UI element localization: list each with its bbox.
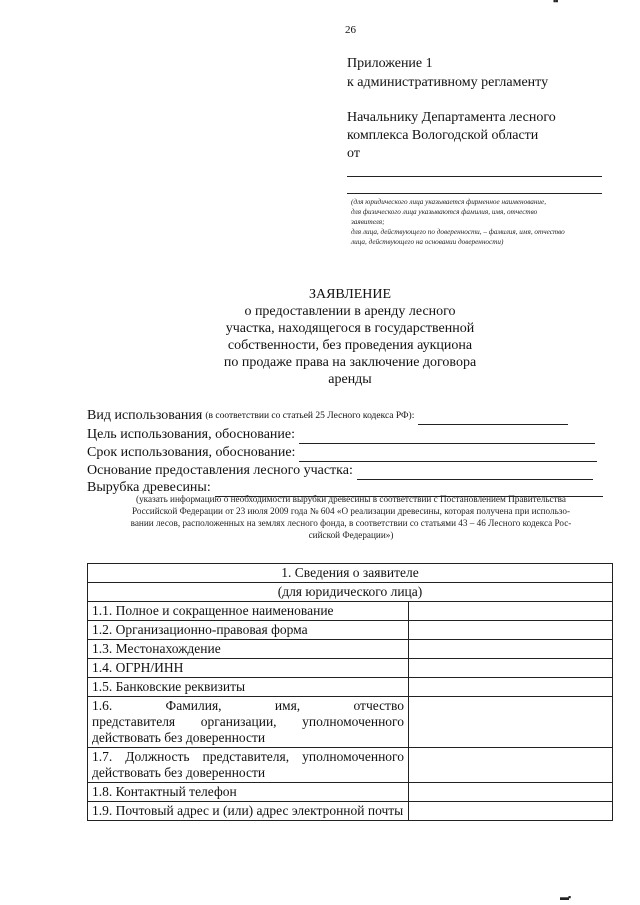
applicant-info-table [87, 563, 613, 821]
document-title [150, 286, 550, 388]
section-subtitle: (для юридического лица) [88, 583, 613, 602]
value-cell-location[interactable] [409, 640, 613, 659]
row-label-location: 1.3. Местонахождение [88, 640, 409, 659]
note-line: (для юридического лица указывается фирменное наименование, [351, 198, 547, 206]
basis-input-line[interactable] [357, 465, 593, 480]
section-title: 1. Сведения о заявителе [88, 564, 613, 583]
table-row [88, 640, 613, 659]
value-cell-representative-position[interactable] [409, 748, 613, 783]
applicant-note [351, 197, 623, 247]
field-use-type [87, 407, 568, 425]
use-type-note: (в соответствии со статьей 25 Лесного кодекса РФ): [205, 411, 415, 421]
table-row [88, 802, 613, 821]
value-cell-full-name[interactable] [409, 602, 613, 621]
row-label-representative-position: 1.7. Должность представителя, уполномоченного действовать без доверенности [88, 748, 409, 783]
field-purpose [87, 426, 595, 444]
row-label-line: представителя организации, уполномоченного действовать без доверенности [92, 714, 404, 745]
term-label: Срок использования, обоснование: [87, 445, 296, 460]
value-cell-phone[interactable] [409, 783, 613, 802]
felling-label: Вырубка древесины: [87, 480, 211, 495]
row-label-representative-name [88, 697, 409, 748]
value-cell-ogrn-inn[interactable] [409, 659, 613, 678]
table-row [88, 659, 613, 678]
hint-line: (указать информацию о необходимости вырубки древесины в соответствии с Постановлением Правительства [136, 494, 566, 504]
hint-line: Российской Федерации от 23 июля 2009 года № 604 «О реализации древесины, которая получена при использо- [131, 506, 571, 516]
value-cell-bank-details[interactable] [409, 678, 613, 697]
row-label-phone: 1.8. Контактный телефон [88, 783, 409, 802]
row-label-line: 1.6. Фамилия, имя, отчество [92, 698, 404, 713]
table-section-row [88, 583, 613, 602]
bottom-corner-mark: ▬▪ [560, 892, 571, 902]
top-corner-mark: ▪▪ [553, 0, 558, 6]
basis-label: Основание предоставления лесного участка: [87, 463, 353, 478]
hint-line: сийской Федерации») [308, 530, 394, 540]
note-line: заявителя; [351, 218, 385, 226]
row-label-postal-email: 1.9. Почтовый адрес и (или) адрес электронной почты [88, 802, 409, 821]
field-term [87, 444, 597, 462]
value-cell-legal-form[interactable] [409, 621, 613, 640]
purpose-input-line[interactable] [299, 429, 595, 444]
table-row [88, 621, 613, 640]
applicant-line-2[interactable] [347, 193, 602, 194]
title-line: по продаже права на заключение договора [223, 355, 477, 370]
row-label-bank-details: 1.5. Банковские реквизиты [88, 678, 409, 697]
regulation-label: к административному регламенту [347, 75, 549, 90]
title-line: собственности, без проведения аукциона [227, 338, 473, 353]
table-row [88, 602, 613, 621]
applicant-line-1[interactable] [347, 176, 602, 177]
purpose-label: Цель использования, обоснование: [87, 427, 295, 442]
field-basis [87, 462, 593, 480]
table-section-row [88, 564, 613, 583]
page-number: 26 [345, 24, 356, 36]
table-row [88, 697, 613, 748]
addressee-line-2: комплекса Вологодской области [347, 128, 539, 143]
title-line: аренды [328, 372, 372, 387]
table-row [88, 678, 613, 697]
title-main: ЗАЯВЛЕНИЕ [308, 287, 392, 302]
value-cell-representative-name[interactable] [409, 697, 613, 748]
felling-hint [92, 493, 610, 541]
term-input-line[interactable] [299, 447, 597, 462]
use-type-label: Вид использования [87, 408, 203, 423]
note-line: лица, действующего на основании доверенности) [351, 238, 504, 246]
row-label-ogrn-inn: 1.4. ОГРН/ИНН [88, 659, 409, 678]
title-line: о предоставлении в аренду лесного [244, 304, 456, 319]
note-line: для лица, действующего по доверенности, – фамилия, имя, отчество [351, 228, 565, 236]
use-type-input-line[interactable] [418, 410, 568, 425]
hint-line: вании лесов, расположенных на землях лесного фонда, в соответствии со статьями 43 – 46 Лесного кодекса Рос- [130, 518, 572, 528]
title-line: участка, находящегося в государственной [225, 321, 475, 336]
appendix-label: Приложение 1 [347, 56, 433, 71]
table-row [88, 783, 613, 802]
table-row [88, 748, 613, 783]
row-label-legal-form: 1.2. Организационно-правовая форма [88, 621, 409, 640]
note-line: для физического лица указываются фамилия, имя, отчество [351, 208, 538, 216]
value-cell-postal-email[interactable] [409, 802, 613, 821]
addressee-line-1: Начальнику Департамента лесного [347, 110, 556, 125]
from-label: от [347, 146, 360, 161]
row-label-full-name: 1.1. Полное и сокращенное наименование [88, 602, 409, 621]
